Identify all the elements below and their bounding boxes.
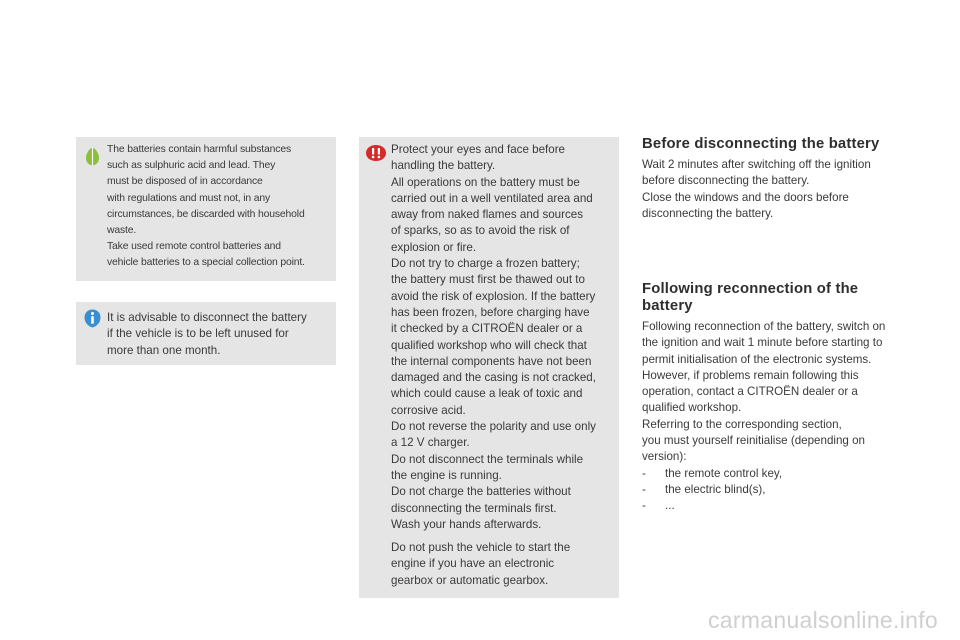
warning-line: the engine is running. xyxy=(391,468,502,482)
warning-line: explosion or fire. xyxy=(391,240,477,254)
following-reconnection-heading xyxy=(642,281,858,315)
info-icon xyxy=(84,309,101,333)
eco-line: waste. xyxy=(107,225,137,237)
before-line: disconnecting the battery. xyxy=(642,206,774,220)
reconnection-line: qualified workshop. xyxy=(642,401,742,415)
reconnection-line: the ignition and wait 1 minute before starting to xyxy=(642,336,883,350)
eco-note-box xyxy=(76,137,336,281)
warning-line: has been frozen, before charging have xyxy=(391,305,590,319)
list-item: - the electric blind(s), xyxy=(642,482,766,496)
warning-line: corrosive acid. xyxy=(391,403,466,417)
warning-line: a 12 V charger. xyxy=(391,436,470,450)
info-line: if the vehicle is to be left unused for xyxy=(107,327,289,341)
eco-line: circumstances, be discarded with household xyxy=(107,208,305,220)
before-line: Wait 2 minutes after switching off the ignition xyxy=(642,158,871,171)
reconnection-line: version): xyxy=(642,450,687,464)
warning-line: Do not disconnect the terminals while xyxy=(391,452,584,466)
warning-line: Wash your hands afterwards. xyxy=(391,517,542,531)
warning-note-text xyxy=(391,142,596,589)
warning-line: Do not reverse the polarity and use only xyxy=(391,420,596,434)
list-item-text: the electric blind(s), xyxy=(665,482,766,496)
eco-line: with regulations and must not, in any xyxy=(107,192,271,204)
eco-line: The batteries contain harmful substances xyxy=(107,144,292,155)
reconnection-heading-line: Following reconnection of the xyxy=(642,281,859,297)
warning-line: handling the battery. xyxy=(391,159,496,173)
info-note-text xyxy=(107,310,307,359)
warning-line: All operations on the battery must be xyxy=(391,175,580,189)
eco-line: vehicle batteries to a special collection point. xyxy=(107,257,305,269)
list-item-text: ... xyxy=(665,499,675,513)
warning-line: of sparks, so as to avoid the risk of xyxy=(391,224,570,238)
warning-line: gearbox or automatic gearbox. xyxy=(391,573,549,587)
eco-line: must be disposed of in accordance xyxy=(107,176,263,188)
leaf-icon xyxy=(84,146,101,171)
before-disconnecting-heading: Before disconnecting the battery xyxy=(642,136,880,152)
warning-line: away from naked flames and sources xyxy=(391,208,584,222)
reconnection-line: operation, contact a CITROËN dealer or a xyxy=(642,385,858,399)
list-item: - the remote control key, xyxy=(642,466,783,480)
eco-note-text xyxy=(107,142,305,272)
warning-line: the internal components have not been xyxy=(391,354,592,368)
warning-line: damaged and the casing is not cracked, xyxy=(391,371,596,385)
info-line: It is advisable to disconnect the battery xyxy=(107,311,307,324)
warning-line: Do not try to charge a frozen battery; xyxy=(391,257,580,271)
warning-line: the battery must first be thawed out to xyxy=(391,273,585,287)
warning-line: Protect your eyes and face before xyxy=(391,143,566,156)
reconnection-heading-line: battery xyxy=(642,298,693,314)
reconnection-line: you must yourself reinitialise (depending on xyxy=(642,434,865,448)
reconnection-line: Following reconnection of the battery, switch on xyxy=(642,320,886,333)
following-reconnection-text xyxy=(642,319,885,515)
warning-line: qualified workshop who will check that xyxy=(391,338,587,352)
eco-line: Take used remote control batteries and xyxy=(107,241,281,253)
before-disconnecting-text xyxy=(642,157,871,222)
list-item: - ... xyxy=(642,499,675,513)
warning-line: avoid the risk of explosion. If the battery xyxy=(391,289,596,303)
warning-note-box xyxy=(359,137,619,598)
warning-line: which could cause a leak of toxic and xyxy=(391,387,583,401)
warning-icon xyxy=(365,144,387,167)
watermark: carmanualsonline.info xyxy=(707,607,938,633)
list-item-text: the remote control key, xyxy=(665,466,783,480)
reconnection-line: However, if problems remain following this xyxy=(642,368,859,382)
info-note-box xyxy=(76,302,336,365)
warning-line: Do not push the vehicle to start the xyxy=(391,541,571,555)
before-line: Close the windows and the doors before xyxy=(642,190,849,204)
warning-line: engine if you have an electronic xyxy=(391,557,555,571)
warning-line: Do not charge the batteries without xyxy=(391,485,571,499)
reconnection-line: Referring to the corresponding section, xyxy=(642,417,842,431)
info-line: more than one month. xyxy=(107,343,221,357)
warning-line: carried out in a well ventilated area and xyxy=(391,191,593,205)
eco-line: such as sulphuric acid and lead. They xyxy=(107,160,276,172)
before-line: before disconnecting the battery. xyxy=(642,174,810,188)
warning-line: it checked by a CITROËN dealer or a xyxy=(391,322,583,336)
warning-line: disconnecting the terminals first. xyxy=(391,501,557,515)
reconnection-line: permit initialisation of the electronic systems. xyxy=(642,352,872,366)
